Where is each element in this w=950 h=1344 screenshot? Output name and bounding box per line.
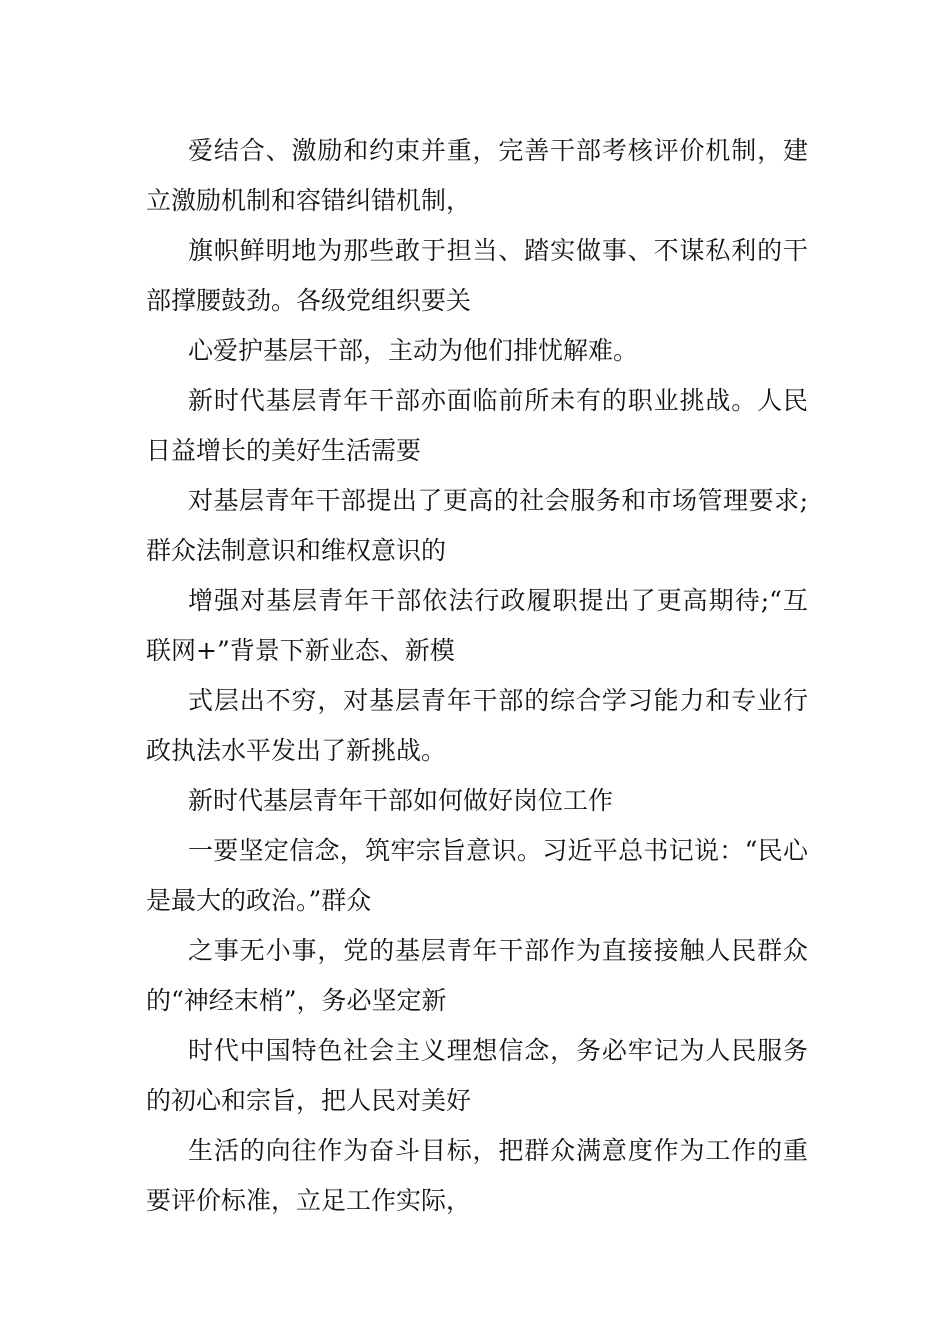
paragraph-8: 新时代基层青年干部如何做好岗位工作 (188, 786, 614, 815)
document-body (146, 126, 808, 1226)
paragraph-4: 新时代基层青年干部亦面临前所未有的职业挑战。人民日益增长的美好生活需要 (146, 386, 808, 465)
paragraph-6: 增强对基层青年干部依法行政履职提出了更高期待;“互联网+”背景下新业态、新模 (146, 586, 808, 665)
paragraph-12: 生活的向往作为奋斗目标，把群众满意度作为工作的重要评价标准，立足工作实际， (146, 1136, 808, 1215)
paragraph-7: 式层出不穷，对基层青年干部的综合学习能力和专业行政执法水平发出了新挑战。 (146, 686, 808, 765)
paragraph-9: 一要坚定信念，筑牢宗旨意识。习近平总书记说：“民心是最大的政治。”群众 (146, 836, 808, 915)
paragraph-10: 之事无小事，党的基层青年干部作为直接接触人民群众的“神经末梢”，务必坚定新 (146, 936, 808, 1015)
paragraph-3: 心爱护基层干部，主动为他们排忧解难。 (188, 336, 639, 365)
paragraph-11: 时代中国特色社会主义理想信念，务必牢记为人民服务的初心和宗旨，把人民对美好 (146, 1036, 808, 1115)
paragraph-2: 旗帜鲜明地为那些敢于担当、踏实做事、不谋私利的干部撑腰鼓劲。各级党组织要关 (146, 236, 808, 315)
paragraph-1: 爱结合、激励和约束并重，完善干部考核评价机制，建立激励机制和容错纠错机制， (146, 136, 808, 215)
paragraph-5: 对基层青年干部提出了更高的社会服务和市场管理要求;群众法制意识和维权意识的 (146, 486, 808, 565)
